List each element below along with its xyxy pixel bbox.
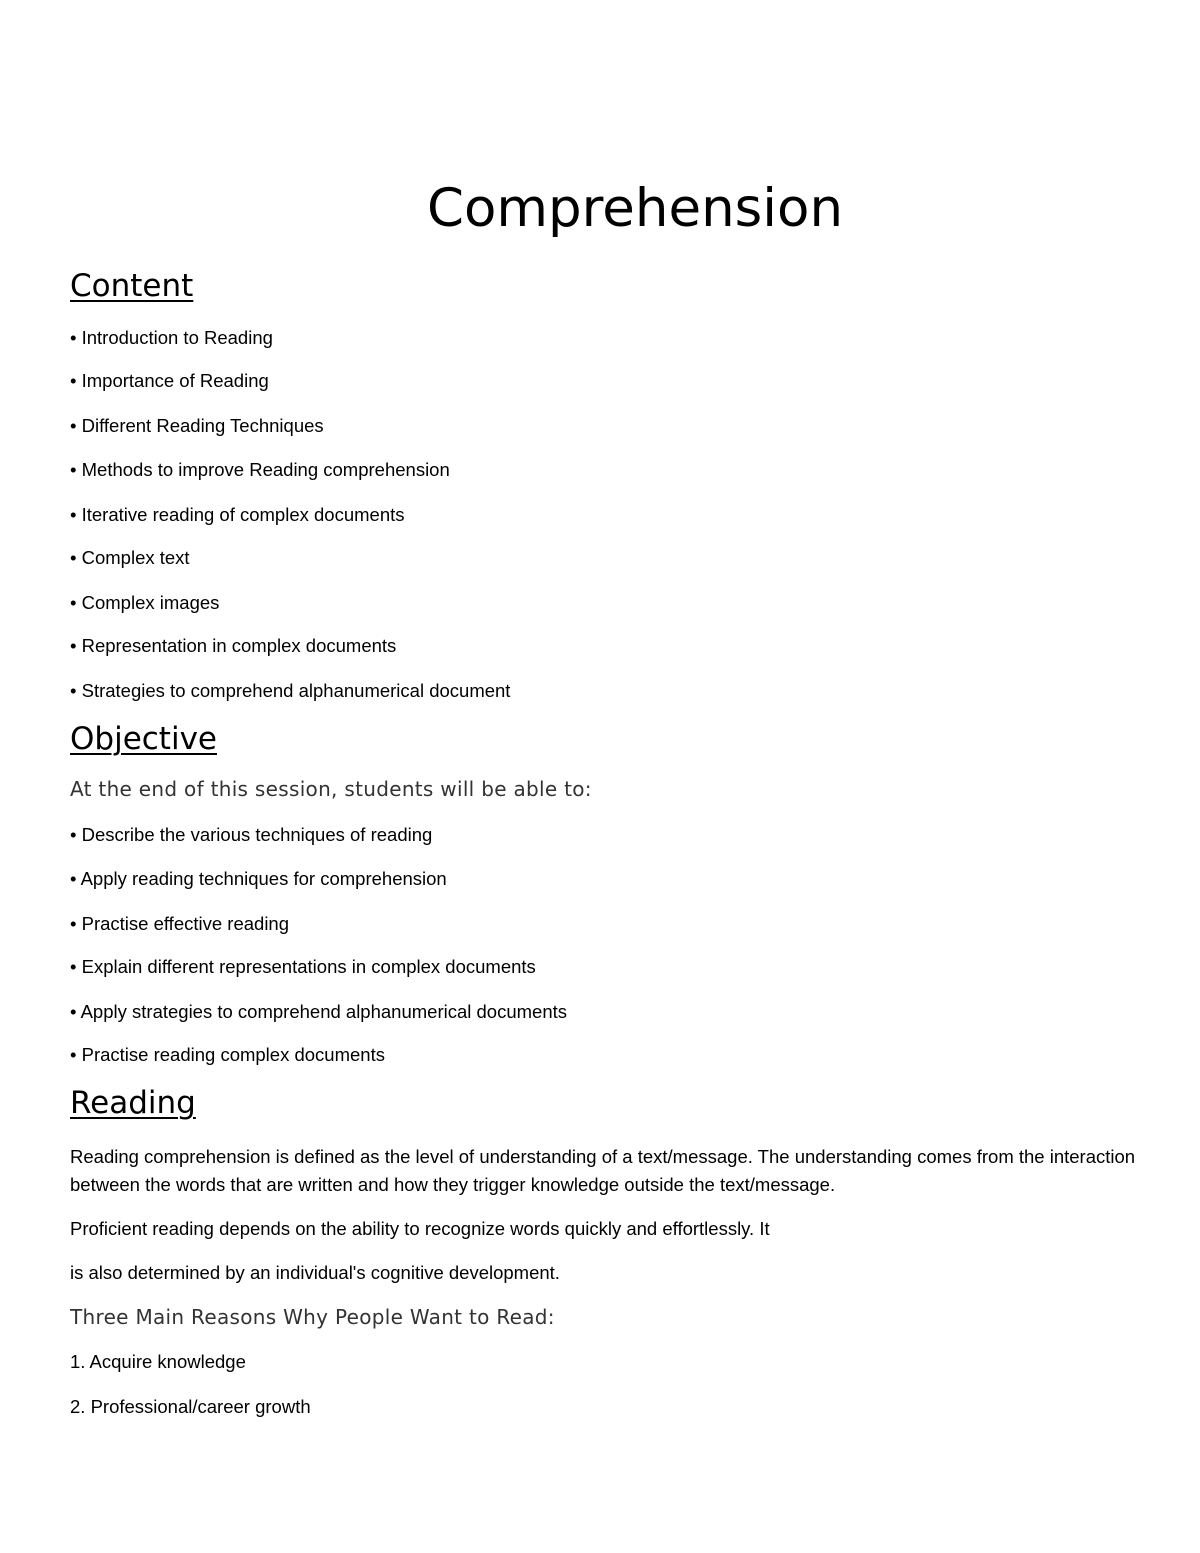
list-item: • Describe the various techniques of reading (70, 824, 433, 845)
page-title: Comprehension (426, 178, 844, 239)
reading-paragraph-1: Reading comprehension is defined as the level of understanding of a text/message. The understanding comes from the interaction between the words that are written and how they trigger knowledge outside the text/message. (70, 1146, 1136, 1195)
list-item: • Practise reading complex documents (70, 1044, 385, 1065)
reading-paragraph-2: Proficient reading depends on the ability to recognize words quickly and effortlessly. It (70, 1218, 770, 1239)
list-item: • Complex text (70, 547, 190, 568)
list-item: • Explain different representations in complex documents (70, 956, 536, 977)
list-item: • Different Reading Techniques (70, 415, 324, 436)
list-item: 1. Acquire knowledge (70, 1351, 246, 1372)
list-item: • Strategies to comprehend alphanumerical document (70, 680, 511, 701)
reasons-heading: Three Main Reasons Why People Want to Read: (70, 1305, 555, 1329)
list-item: • Apply reading techniques for comprehension (70, 868, 447, 889)
list-item: • Representation in complex documents (70, 635, 397, 656)
reading-heading: Reading (70, 1085, 196, 1121)
list-item: • Iterative reading of complex documents (70, 504, 405, 525)
reading-paragraph-3: is also determined by an individual's cognitive development. (70, 1262, 560, 1283)
objective-heading: Objective (70, 721, 217, 757)
list-item: 2. Professional/career growth (70, 1396, 311, 1417)
list-item: • Apply strategies to comprehend alphanumerical documents (70, 1001, 568, 1022)
content-heading: Content (70, 268, 194, 304)
list-item: • Importance of Reading (70, 370, 269, 391)
list-item: • Complex images (70, 592, 220, 613)
list-item: • Practise effective reading (70, 913, 290, 934)
list-item: • Introduction to Reading (70, 327, 273, 348)
list-item: • Methods to improve Reading comprehension (70, 459, 450, 480)
objective-intro: At the end of this session, students will be able to: (70, 777, 592, 801)
